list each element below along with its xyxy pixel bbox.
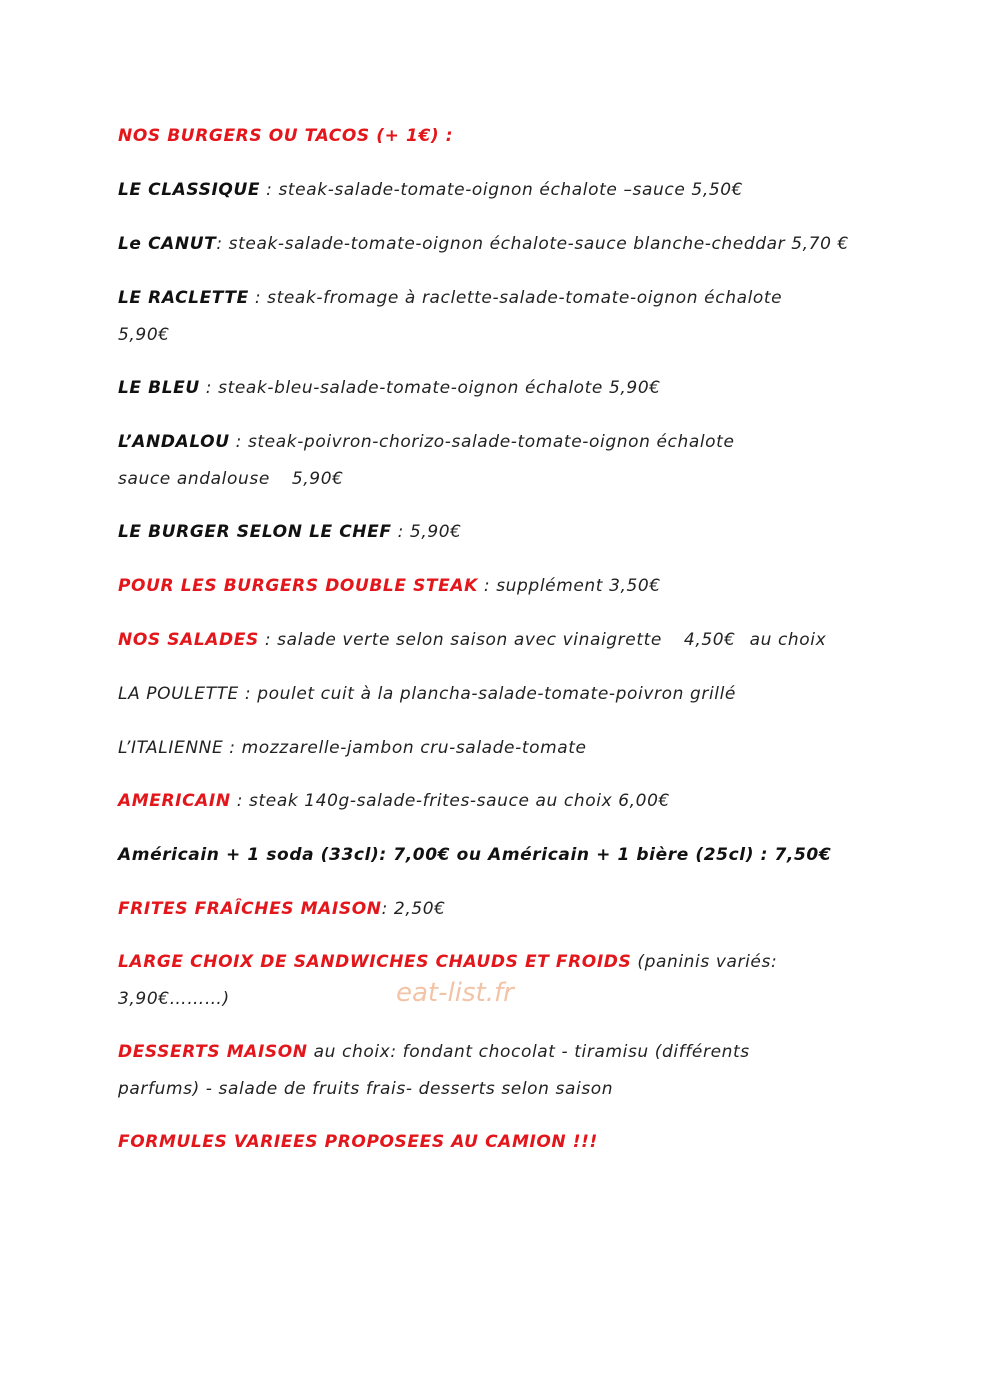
burger-item-chef <box>118 522 462 542</box>
desserts-desc: au choix: fondant chocolat - tiramisu (différents <box>307 1042 750 1062</box>
sandwiches-title: LARGE CHOIX DE SANDWICHES CHAUDS ET FROIDS <box>118 952 632 972</box>
burger-name: L’ANDALOU <box>118 432 230 452</box>
salade-item-poulette: LA POULETTE : poulet cuit à la plancha-salade-tomate-poivron grillé <box>118 684 736 704</box>
burger-name: LE BLEU <box>118 378 200 398</box>
burger-desc: : steak-fromage à raclette-salade-tomate-oignon échalote <box>248 288 783 308</box>
burger-desc: : steak-salade-tomate-oignon échalote-sauce blanche-cheddar 5,70 € <box>216 234 849 254</box>
salades-line <box>118 630 826 650</box>
burger-sauce: sauce andalouse <box>118 469 270 489</box>
burger-price: 5,90€ <box>291 469 344 489</box>
burger-andalou-line2 <box>118 469 344 489</box>
burger-item-canut <box>118 234 849 254</box>
burger-desc: : steak-bleu-salade-tomate-oignon échalote 5,90€ <box>199 378 661 398</box>
burgers-heading: NOS BURGERS OU TACOS (+ 1€) : <box>118 126 454 146</box>
watermark-logo: eat-list.fr <box>396 978 514 1008</box>
double-steak-title: POUR LES BURGERS DOUBLE STEAK <box>118 576 478 596</box>
americain-combo: Américain + 1 soda (33cl): 7,00€ ou Américain + 1 bière (25cl) : 7,50€ <box>118 845 832 865</box>
salades-desc: : salade verte selon saison avec vinaigrette <box>258 630 662 650</box>
burger-price-raclette: 5,90€ <box>118 325 170 345</box>
desserts-line <box>118 1042 750 1062</box>
burger-name: Le CANUT <box>118 234 217 254</box>
frites-title: FRITES FRAÎCHES MAISON <box>118 899 382 919</box>
desserts-line2: parfums) - salade de fruits frais- desserts selon saison <box>118 1079 614 1099</box>
burger-item-bleu <box>118 378 661 398</box>
americain-desc: : steak 140g-salade-frites-sauce au choix 6,00€ <box>230 791 670 811</box>
americain-title: AMERICAIN <box>118 791 231 811</box>
frites-desc: : 2,50€ <box>381 899 446 919</box>
desserts-title: DESSERTS MAISON <box>118 1042 308 1062</box>
burger-desc: : 5,90€ <box>391 522 462 542</box>
americain-line <box>118 791 670 811</box>
burger-desc: : steak-salade-tomate-oignon échalote –sauce 5,50€ <box>260 180 744 200</box>
burger-item-andalou <box>118 432 735 452</box>
salades-price: 4,50€ <box>683 630 736 650</box>
salades-title: NOS SALADES <box>118 630 259 650</box>
burger-desc: : steak-poivron-chorizo-salade-tomate-oignon échalote <box>229 432 735 452</box>
burger-name: LE CLASSIQUE <box>118 180 261 200</box>
double-steak-desc: : supplément 3,50€ <box>477 576 661 596</box>
frites-line <box>118 899 446 919</box>
sandwiches-desc: (paninis variés: <box>631 952 778 972</box>
burger-item-raclette <box>118 288 782 308</box>
sandwiches-price: 3,90€………) <box>118 989 230 1009</box>
double-steak-line <box>118 576 661 596</box>
formules-line: FORMULES VARIEES PROPOSEES AU CAMION !!! <box>118 1132 598 1152</box>
salades-choice: au choix <box>749 630 827 650</box>
burger-name: LE RACLETTE <box>118 288 249 308</box>
salade-item-italienne: L’ITALIENNE : mozzarelle-jambon cru-salade-tomate <box>118 738 587 758</box>
burger-name: LE BURGER SELON LE CHEF <box>118 522 392 542</box>
burger-item-classique <box>118 180 743 200</box>
sandwiches-line <box>118 952 777 972</box>
